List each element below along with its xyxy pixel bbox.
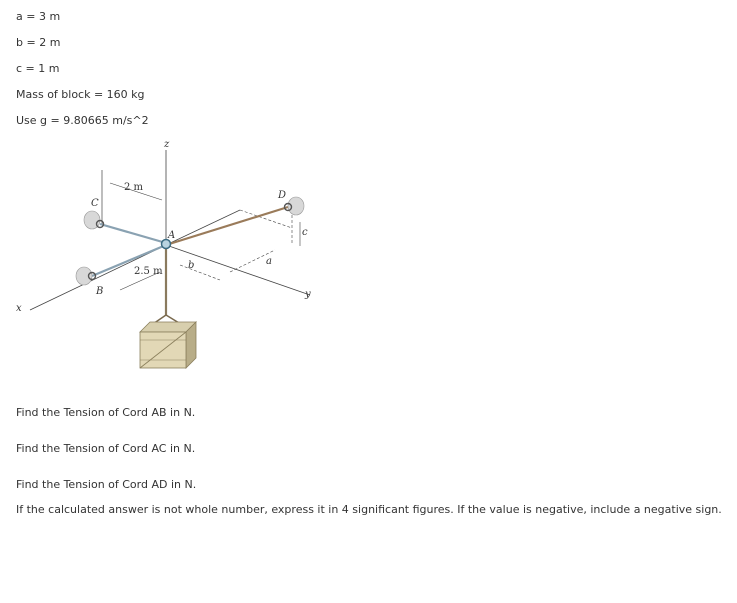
crate-block xyxy=(140,322,196,368)
y-axis-label: y xyxy=(305,289,311,300)
dim-a-label: a xyxy=(266,256,272,267)
cord-ad xyxy=(166,207,288,245)
support-d xyxy=(288,197,304,215)
dim-c-label: c xyxy=(302,227,308,238)
dim-b-line xyxy=(180,265,220,280)
dim-2m-label: 2 m xyxy=(124,182,144,193)
dim-25m-label: 2.5 m xyxy=(134,266,163,277)
statics-figure xyxy=(0,130,360,380)
given-a: a = 3 m xyxy=(16,10,61,23)
question-ad: Find the Tension of Cord AD in N. xyxy=(16,478,197,491)
point-c-label: C xyxy=(91,198,99,209)
question-ab: Find the Tension of Cord AB in N. xyxy=(16,406,196,419)
given-mass: Mass of block = 160 kg xyxy=(16,88,145,101)
support-b xyxy=(76,267,92,285)
point-a-label: A xyxy=(168,230,176,241)
x-axis xyxy=(30,245,166,310)
point-b-label: B xyxy=(96,286,104,297)
d-ref-line xyxy=(166,210,240,245)
given-b: b = 2 m xyxy=(16,36,61,49)
point-d-label: D xyxy=(278,190,287,201)
question-ac: Find the Tension of Cord AC in N. xyxy=(16,442,196,455)
given-c: c = 1 m xyxy=(16,62,60,75)
cord-ac xyxy=(100,224,166,243)
answer-instructions: If the calculated answer is not whole number, express it in 4 significant figures. If the value is negative, include a negative sign. xyxy=(16,503,722,516)
given-g: Use g = 9.80665 m/s^2 xyxy=(16,114,149,127)
x-axis-label: x xyxy=(16,303,22,314)
z-axis-label: z xyxy=(164,139,170,150)
dim-b-label: b xyxy=(188,260,195,271)
